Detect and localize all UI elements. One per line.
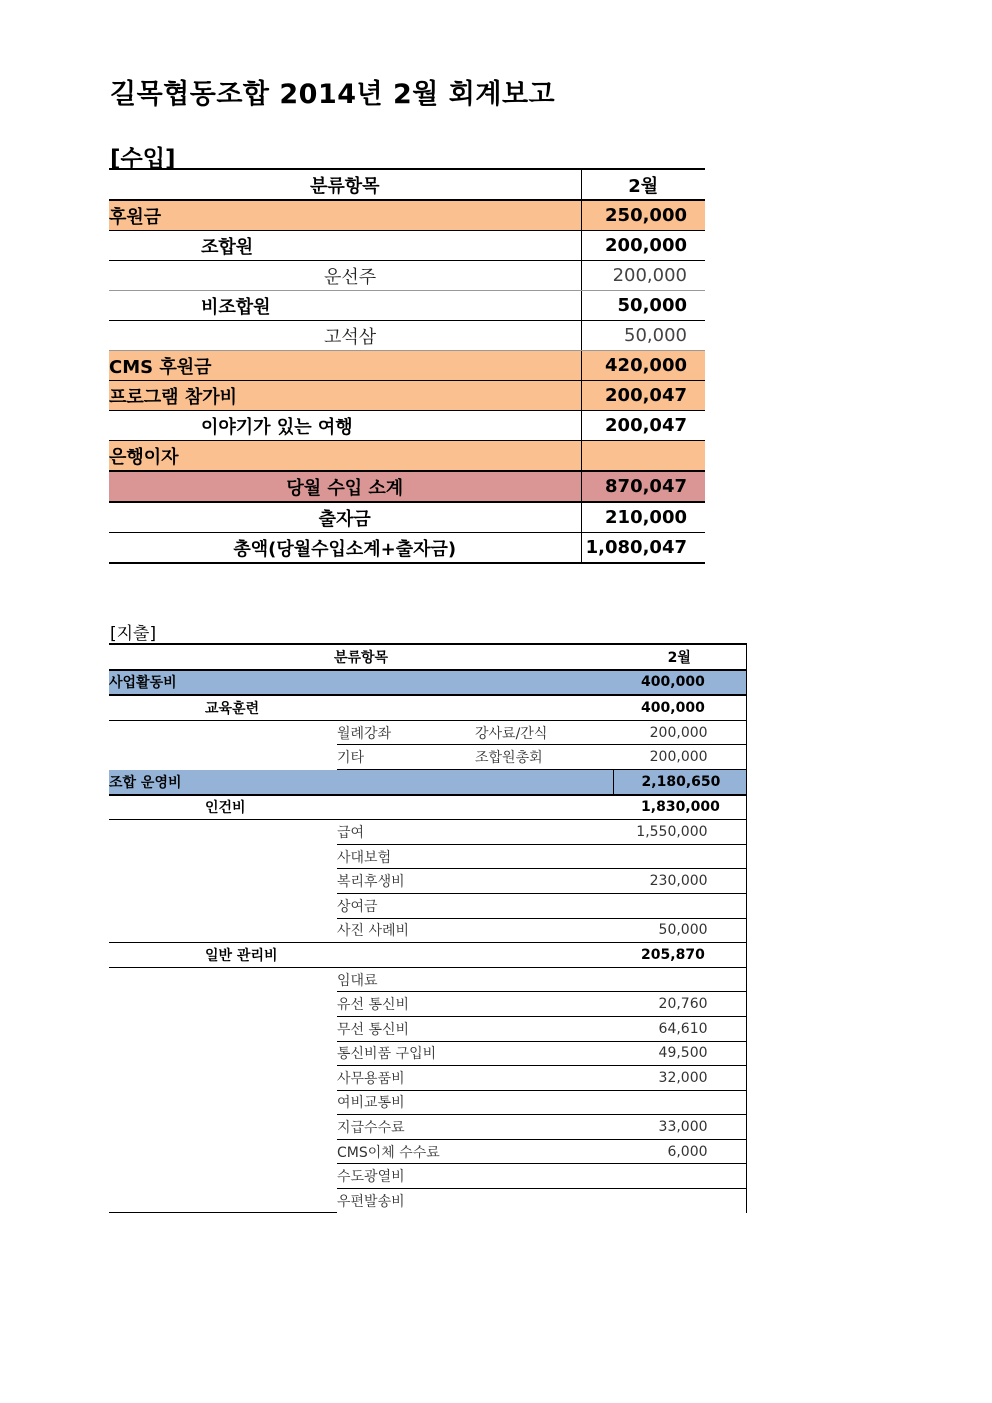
table-row bbox=[109, 1115, 746, 1140]
expense-value bbox=[613, 1189, 746, 1213]
expense-table bbox=[109, 643, 747, 1213]
table-row bbox=[109, 695, 746, 720]
expense-value: 230,000 bbox=[613, 869, 746, 894]
expense-value bbox=[613, 967, 746, 992]
income-value: 200,000 bbox=[581, 231, 705, 261]
expense-detail: 강사료/간식 bbox=[475, 720, 613, 745]
expense-value bbox=[613, 893, 746, 918]
expense-value: 32,000 bbox=[613, 1066, 746, 1091]
expense-value bbox=[613, 1090, 746, 1115]
expense-label: 유선 통신비 bbox=[337, 992, 613, 1017]
expense-value bbox=[613, 1164, 746, 1189]
table-row bbox=[109, 1164, 746, 1189]
table-row bbox=[109, 502, 705, 533]
income-value: 1,080,047 bbox=[581, 533, 705, 564]
table-row bbox=[109, 261, 705, 291]
expense-label: 인건비 bbox=[205, 795, 613, 820]
income-subtotal-row bbox=[109, 471, 705, 502]
table-row bbox=[109, 381, 705, 411]
page-title: 길목협동조합 2014년 2월 회계보고 bbox=[110, 79, 556, 110]
expense-label: CMS이체 수수료 bbox=[337, 1139, 613, 1164]
income-label: 총액(당월수입소계+출자금) bbox=[109, 533, 581, 564]
expense-value: 2,180,650 bbox=[613, 769, 746, 794]
income-label: 프로그램 참가비 bbox=[109, 381, 581, 411]
expense-value: 49,500 bbox=[613, 1041, 746, 1066]
expense-label: 여비교통비 bbox=[337, 1090, 613, 1115]
expense-header-category: 분류항목 bbox=[109, 644, 613, 670]
income-heading: [수입] bbox=[110, 146, 176, 172]
income-label: 비조합원 bbox=[109, 291, 581, 321]
income-value: 200,000 bbox=[581, 261, 705, 291]
income-value: 50,000 bbox=[581, 291, 705, 321]
table-row bbox=[109, 351, 705, 381]
table-row bbox=[109, 1066, 746, 1091]
expense-label: 통신비품 구입비 bbox=[337, 1041, 613, 1066]
income-table bbox=[109, 168, 705, 564]
table-row bbox=[109, 321, 705, 351]
expense-label: 지급수수료 bbox=[337, 1115, 613, 1140]
table-row bbox=[109, 869, 746, 894]
expense-value: 200,000 bbox=[613, 720, 746, 745]
table-row bbox=[109, 769, 746, 794]
expense-label: 일반 관리비 bbox=[205, 943, 613, 968]
expense-value: 1,550,000 bbox=[613, 820, 746, 845]
income-value bbox=[581, 441, 705, 472]
income-value: 870,047 bbox=[581, 471, 705, 502]
table-row bbox=[109, 1189, 746, 1213]
expense-label: 우편발송비 bbox=[337, 1193, 405, 1210]
table-row bbox=[109, 441, 705, 472]
income-header-category: 분류항목 bbox=[109, 169, 581, 200]
expense-label: 사대보험 bbox=[337, 844, 613, 869]
expense-value: 20,760 bbox=[613, 992, 746, 1017]
table-row bbox=[109, 720, 746, 745]
table-row bbox=[109, 200, 705, 231]
table-row bbox=[109, 670, 746, 696]
expense-label: 임대료 bbox=[337, 967, 613, 992]
income-label: 후원금 bbox=[109, 200, 581, 231]
income-value: 210,000 bbox=[581, 502, 705, 533]
expense-label: 사업활동비 bbox=[109, 670, 613, 696]
table-row bbox=[109, 795, 746, 820]
expense-value: 64,610 bbox=[613, 1016, 746, 1041]
table-row bbox=[109, 918, 746, 943]
table-row bbox=[109, 231, 705, 261]
table-row bbox=[109, 1016, 746, 1041]
income-label: 고석삼 bbox=[109, 321, 581, 351]
table-row bbox=[109, 1139, 746, 1164]
table-row bbox=[109, 1041, 746, 1066]
expense-value: 1,830,000 bbox=[613, 795, 746, 820]
expense-value: 400,000 bbox=[613, 695, 746, 720]
expense-detail: 조합원총회 bbox=[475, 745, 613, 770]
income-value: 420,000 bbox=[581, 351, 705, 381]
income-value: 50,000 bbox=[581, 321, 705, 351]
expense-value: 200,000 bbox=[613, 745, 746, 770]
table-row bbox=[109, 844, 746, 869]
income-label: 은행이자 bbox=[109, 441, 581, 472]
expense-value: 50,000 bbox=[613, 918, 746, 943]
income-value: 200,047 bbox=[581, 381, 705, 411]
expense-label: 사무용품비 bbox=[337, 1066, 613, 1091]
table-row bbox=[109, 893, 746, 918]
income-label: 운선주 bbox=[109, 261, 581, 291]
table-row bbox=[109, 943, 746, 968]
expense-label: 급여 bbox=[337, 820, 613, 845]
expense-header-month: 2월 bbox=[613, 644, 746, 670]
income-value: 200,047 bbox=[581, 411, 705, 441]
income-label: 당월 수입 소계 bbox=[109, 471, 581, 502]
expense-label: 상여금 bbox=[337, 893, 613, 918]
income-value: 250,000 bbox=[581, 200, 705, 231]
expense-label: 사진 사례비 bbox=[337, 918, 613, 943]
income-label: 이야기가 있는 여행 bbox=[109, 411, 581, 441]
expense-label: 교육훈련 bbox=[205, 695, 613, 720]
expense-label: 수도광열비 bbox=[337, 1164, 613, 1189]
income-total-row bbox=[109, 533, 705, 564]
income-label: 조합원 bbox=[109, 231, 581, 261]
income-label: CMS 후원금 bbox=[109, 351, 581, 381]
table-row bbox=[109, 820, 746, 845]
expense-value: 33,000 bbox=[613, 1115, 746, 1140]
income-label: 출자금 bbox=[109, 502, 581, 533]
table-row bbox=[109, 745, 746, 770]
expense-value bbox=[613, 844, 746, 869]
expense-label: 조합 운영비 bbox=[109, 769, 613, 794]
table-row bbox=[109, 291, 705, 321]
table-row bbox=[109, 992, 746, 1017]
income-header-month: 2월 bbox=[581, 169, 705, 200]
table-row bbox=[109, 411, 705, 441]
expense-label: 복리후생비 bbox=[337, 869, 613, 894]
expense-label: 월례강좌 bbox=[337, 720, 475, 745]
expense-value: 205,870 bbox=[613, 943, 746, 968]
income-header-row bbox=[109, 169, 705, 200]
expense-label: 기타 bbox=[337, 745, 475, 770]
expense-value: 400,000 bbox=[613, 670, 746, 696]
table-row bbox=[109, 967, 746, 992]
expense-value: 6,000 bbox=[613, 1139, 746, 1164]
expense-heading: [지출] bbox=[110, 624, 157, 644]
expense-label: 무선 통신비 bbox=[337, 1016, 613, 1041]
expense-header-row bbox=[109, 644, 746, 670]
table-row bbox=[109, 1090, 746, 1115]
